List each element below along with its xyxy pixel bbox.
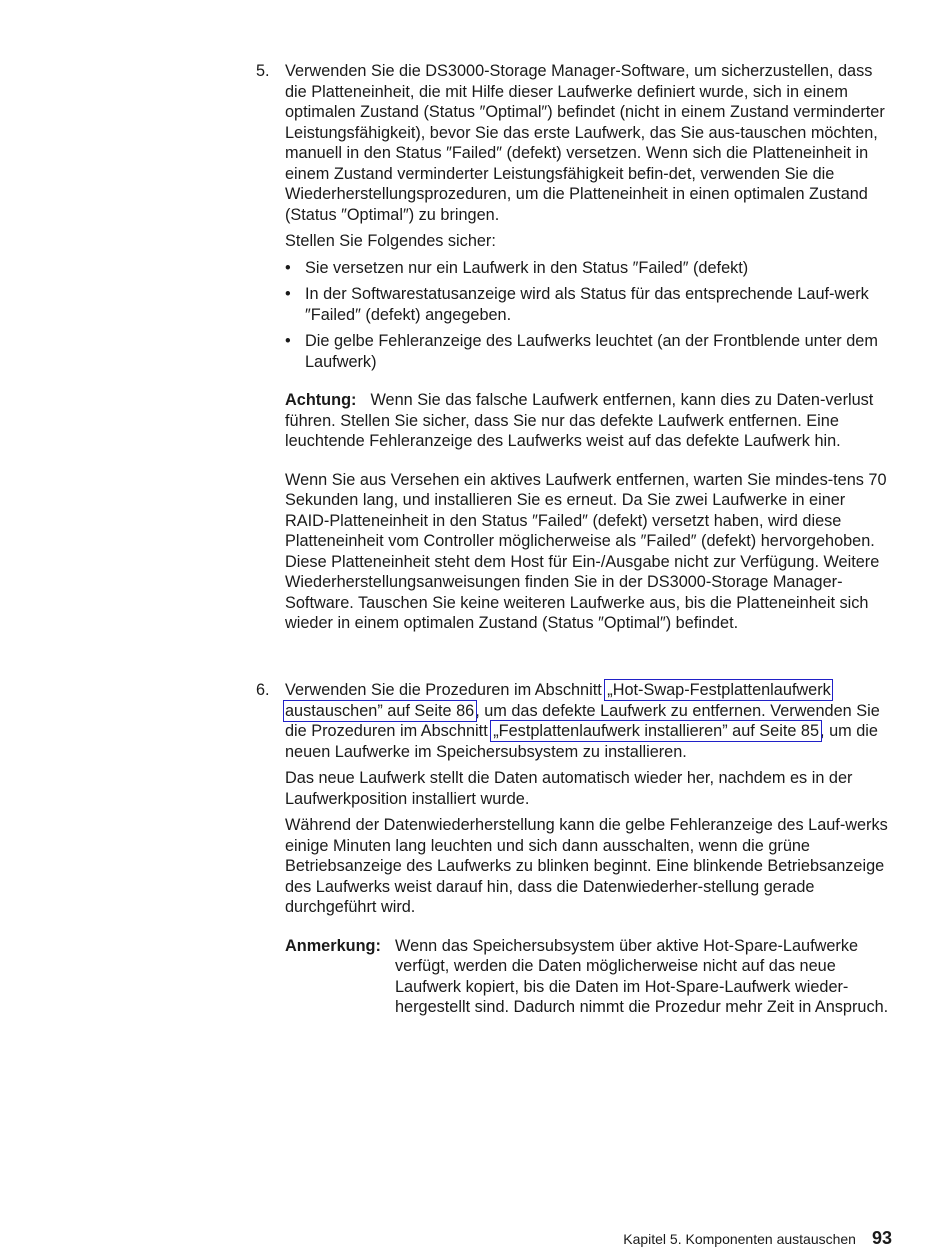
attention-text-2: Wenn Sie aus Versehen ein aktives Laufwerk entfernen, warten Sie mindes-tens 70 Sekunden lang, und installieren Sie es erneut. Da Sie zwei Laufwerke in einer RAID-Platteneinheit in den Status ″Failed″ (defekt) versetzt haben, wird diese Platteneinheit vom Controller möglicherweise als ″Failed″ (defekt) hervorgehoben. Diese Platteneinheit steht dem Host für Ein-/Ausgabe nicht zur Verfügung. Weitere Wiederherstellungsanweisungen finden Sie in der DS3000-Storage Manager-Software. Tauschen Sie keine weiteren Laufwerke aus, bis die Platteneinheit sich wieder in einem optimalen Zustand (Status ″Optimal″) befindet. xyxy=(285,470,887,632)
step-6 xyxy=(256,680,892,1018)
list-item: • Sie versetzen nur ein Laufwerk in den Status ″Failed″ (defekt) xyxy=(285,258,749,277)
bullet-icon: • xyxy=(285,285,291,303)
list-item: • Die gelbe Fehleranzeige des Laufwerks leuchtet (an der Frontblende unter dem Laufwerk) xyxy=(285,332,878,371)
step-5 xyxy=(256,61,892,640)
step-5-text: Verwenden Sie die DS3000-Storage Manager-Software, um sicherzustellen, dass die Platteneinheit, die mit Hilfe dieser Laufwerke definiert wurde, sich in einem optimalen Zustand (Status ″Optimal″) befindet (nicht in einem Zustand verminderter Leistungsfähigkeit), bevor Sie das erste Laufwerk, das Sie aus-tauschen möchten, manuell in den Status ″Failed″ (defekt) versetzen. Wenn sich die Platteneinheit in einem Zustand verminderter Leistungsfähigkeit befin-det, verwenden Sie die Wiederherstellungsprozeduren, um die Platteneinheit in einen optimalen Zustand (Status ″Optimal″) zu bringen. xyxy=(285,62,885,224)
attention-text: Wenn Sie das falsche Laufwerk entfernen, kann dies zu Daten-verlust führen. Stellen Sie sicher, dass Sie nur das defekte Laufwerk entfernen. Eine leuchtende Fehleranzeige des Laufwerks weist auf das defekte Laufwerk hin. xyxy=(285,391,874,450)
attention-notice xyxy=(285,390,892,634)
step-body xyxy=(285,61,892,634)
note xyxy=(285,936,892,1018)
check-intro: Stellen Sie Folgendes sicher: xyxy=(285,232,496,250)
note-label: Anmerkung: xyxy=(285,936,381,955)
chapter-title: Kapitel 5. Komponenten austauschen xyxy=(623,1231,856,1247)
list-item: • In der Softwarestatusanzeige wird als Status für das entsprechende Lauf-werk ″Failed″ (defekt) angegeben. xyxy=(285,285,869,324)
step-number: 6. xyxy=(256,681,270,699)
page-footer xyxy=(623,1228,892,1249)
step-number: 5. xyxy=(256,62,270,80)
page-number: 93 xyxy=(871,1228,892,1248)
bullet-icon: • xyxy=(285,258,291,277)
bullet-icon: • xyxy=(285,332,291,350)
step-6-para-2: Das neue Laufwerk stellt die Daten automatisch wieder her, nachdem es in der Laufwerkposition installiert wurde. xyxy=(285,769,853,808)
step-body xyxy=(285,680,892,1018)
link-hot-swap-replace[interactable]: „Hot-Swap-Festplattenlaufwerk austauschen” auf Seite 86 xyxy=(285,681,831,720)
attention-label: Achtung: xyxy=(285,391,357,409)
step-6-para-3: Während der Datenwiederherstellung kann die gelbe Fehleranzeige des Lauf-werks einige Minuten lang leuchten und sich dann ausschalten, wenn die grüne Betriebsanzeige des Laufwerks zu blinken beginnt. Eine blinkende Betriebsanzeige des Laufwerks weist darauf hin, dass die Datenwiederher-stellung gerade durchgeführt wird. xyxy=(285,816,888,916)
check-list xyxy=(285,258,892,373)
link-install-drive[interactable]: „Festplattenlaufwerk installieren” auf Seite 85 xyxy=(493,722,820,740)
note-text: Wenn das Speichersubsystem über aktive Hot-Spare-Laufwerke verfügt, werden die Daten möglicherweise nicht auf das neue Laufwerk kopiert, bis die Daten im Hot-Spare-Laufwerk wieder-hergestellt sind. Dadurch nimmt die Prozedur mehr Zeit in Anspruch. xyxy=(395,936,889,1016)
step-6-text: Verwenden Sie die Prozeduren im Abschnitt „Hot-Swap-Festplattenlaufwerk austauschen” auf Seite 86, um das defekte Laufwerk zu entfernen. Verwenden Sie die Prozeduren im Abschnitt „Festplattenlaufwerk installieren” auf Seite 85, um die neuen Laufwerke im Speichersubsystem zu installieren. xyxy=(285,681,880,761)
